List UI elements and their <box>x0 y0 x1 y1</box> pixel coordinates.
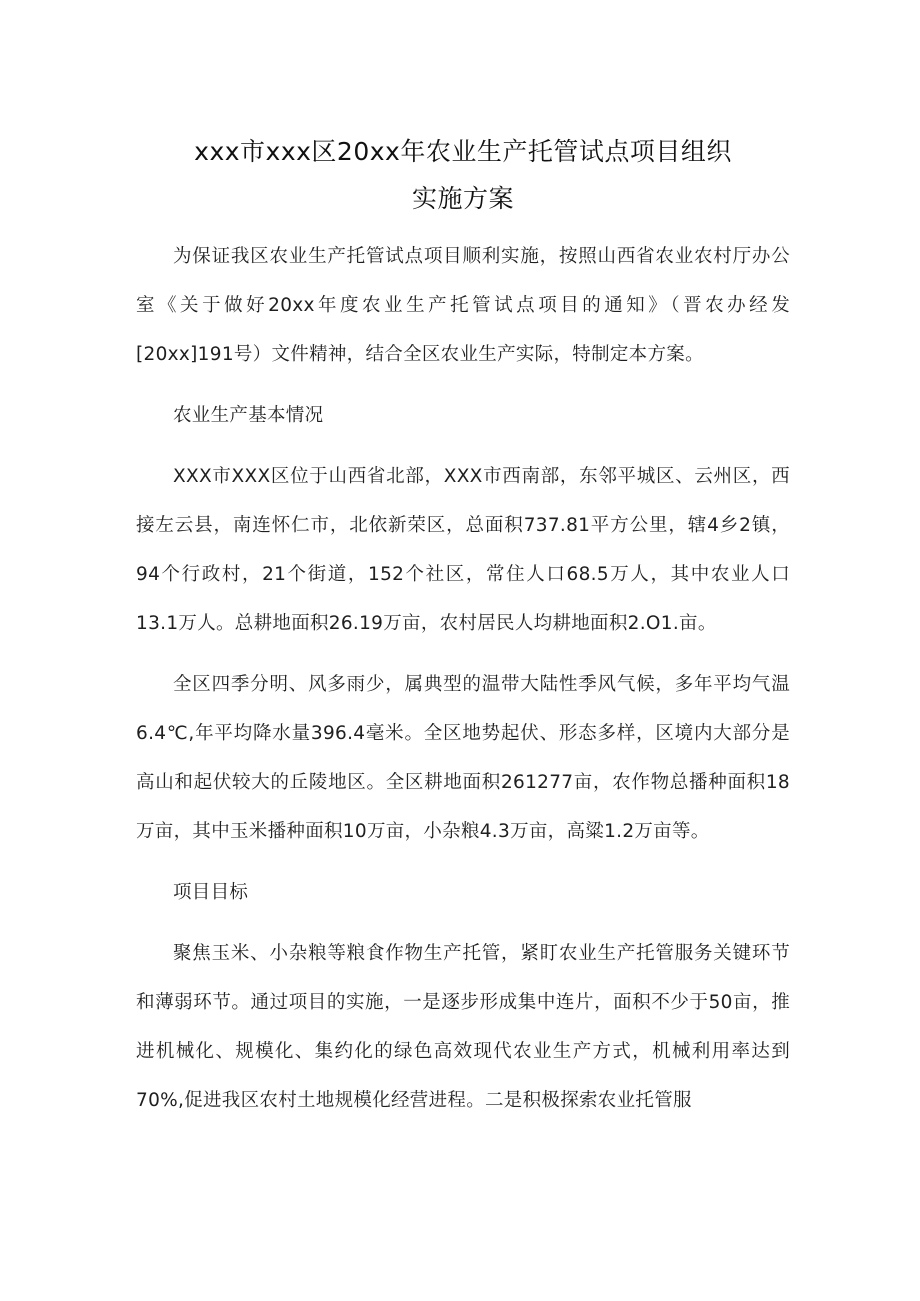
title-line-1: xxx市xxx区20xx年农业生产托管试点项目组织 <box>194 137 732 166</box>
intro-paragraph: 为保证我区农业生产托管试点项目顺利实施，按照山西省农业农村厅办公室《关于做好20xx年度农业生产托管试点项目的通知》（晋农办经发[20xx]191号）文件精神，结合全区农业生产实际，特制定本方案。 <box>136 246 790 365</box>
section-heading-basic-situation: 农业生产基本情况 <box>173 405 324 426</box>
document-title <box>136 128 790 222</box>
title-line-2: 实施方案 <box>411 184 514 213</box>
project-goals-paragraph-1: 聚焦玉米、小杂粮等粮食作物生产托管，紧盯农业生产托管服务关键环节和薄弱环节。通过项目的实施，一是逐步形成集中连片，面积不少于50亩，推进机械化、规模化、集约化的绿色高效现代农业生产方式，机械利用率达到70%,促进我区农村土地规模化经营进程。二是积极探索农业托管服 <box>136 943 790 1111</box>
section-heading-project-goals: 项目目标 <box>173 882 249 903</box>
basic-situation-paragraph-2: 全区四季分明、风多雨少，属典型的温带大陆性季风气候，多年平均气温6.4℃,年平均降水量396.4毫米。全区地势起伏、形态多样，区境内大部分是高山和起伏较大的丘陵地区。全区耕地面积261277亩，农作物总播种面积18万亩，其中玉米播种面积10万亩，小杂粮4.3万亩，高粱1.2万亩等。 <box>136 674 790 842</box>
basic-situation-paragraph-1: XXX市XXX区位于山西省北部，XXX市西南部，东邻平城区、云州区，西接左云县，南连怀仁市，北依新荣区，总面积737.81平方公里，辖4乡2镇，94个行政村，21个街道，152个社区，常住人口68.5万人，其中农业人口13.1万人。总耕地面积26.19万亩，农村居民人均耕地面积2.O1.亩。 <box>136 466 790 634</box>
